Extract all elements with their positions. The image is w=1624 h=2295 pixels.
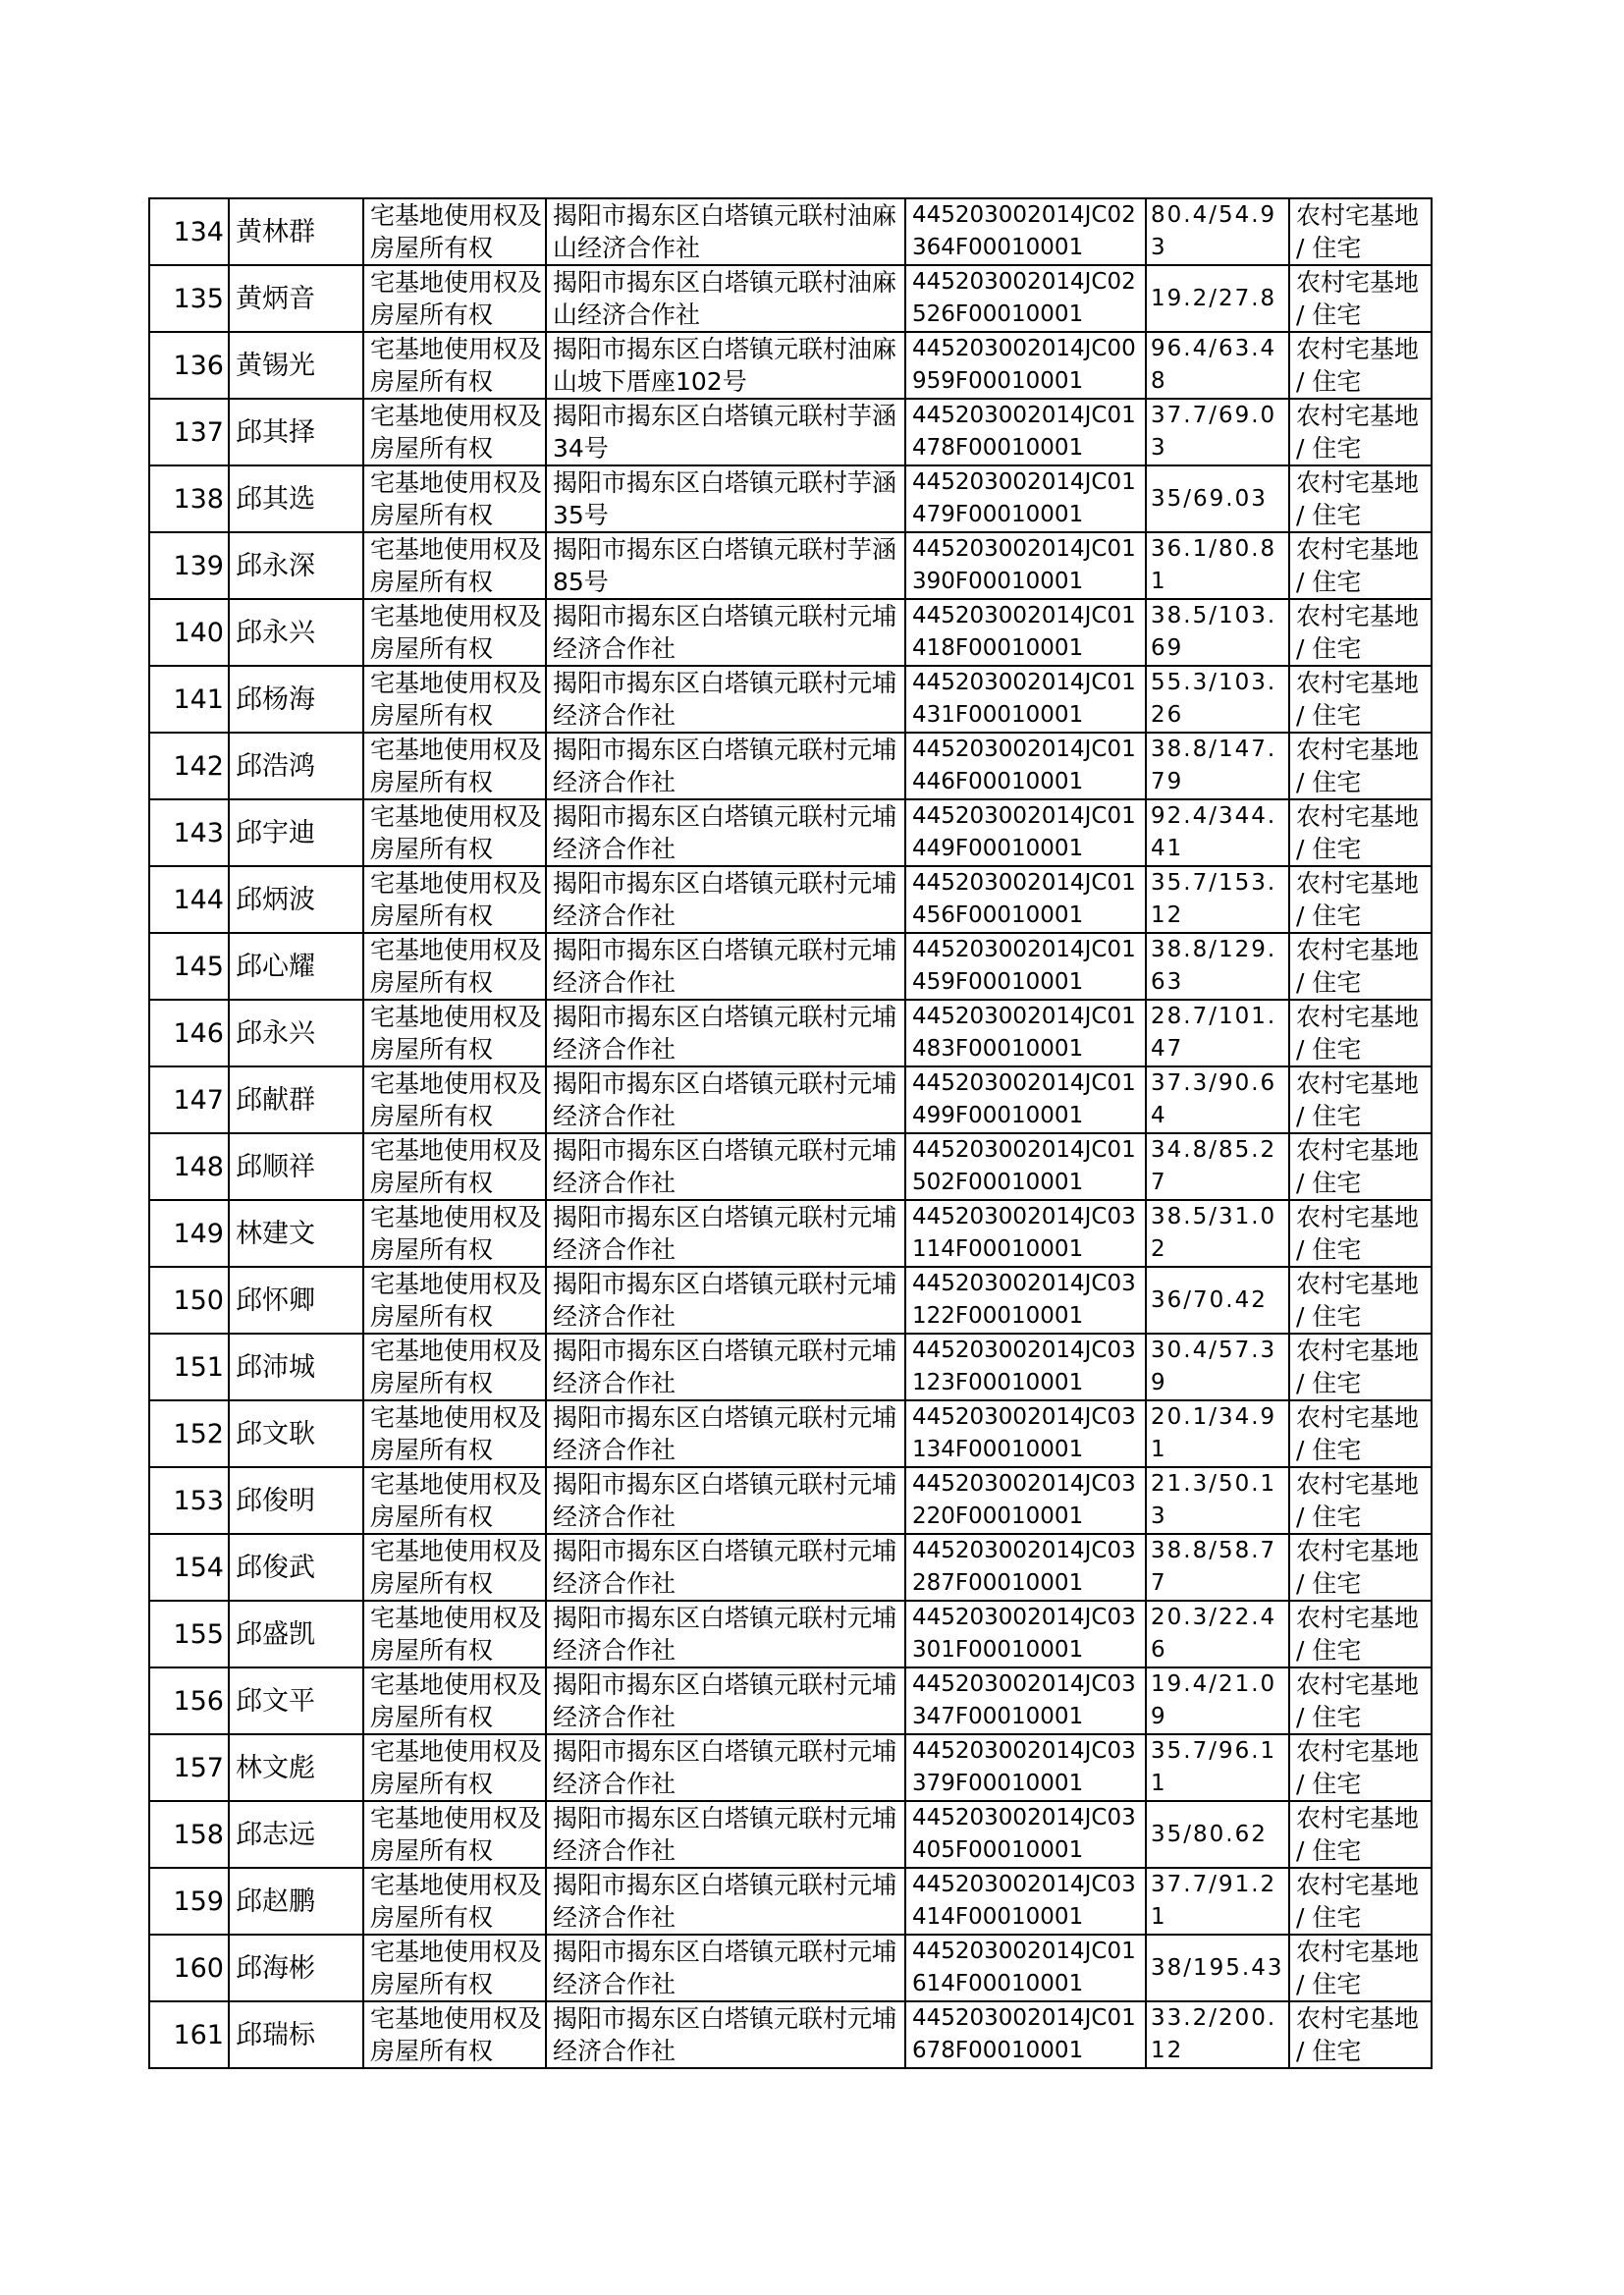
row-number-cell: 142 [149, 733, 229, 799]
land-use-cell: 农村宅基地 / 住宅 [1289, 1801, 1432, 1868]
unit-code-cell: 445203002014JC01459F00010001 [905, 933, 1146, 1000]
property-address-cell: 揭阳市揭东区白塔镇元联村元埔经济合作社 [546, 1267, 905, 1334]
unit-code-cell: 445203002014JC03414F00010001 [905, 1868, 1146, 1935]
table-row [149, 599, 1432, 666]
unit-code-cell: 445203002014JC03347F00010001 [905, 1667, 1146, 1734]
row-number-cell: 137 [149, 399, 229, 465]
property-address-cell: 揭阳市揭东区白塔镇元联村元埔经济合作社 [546, 1400, 905, 1467]
property-address-cell: 揭阳市揭东区白塔镇元联村芋涵35号 [546, 465, 905, 532]
table-row [149, 1133, 1432, 1200]
owner-name-cell: 黄林群 [229, 198, 363, 265]
right-type-cell: 宅基地使用权及房屋所有权 [363, 1334, 546, 1400]
area-value-cell: 38.8/129.63 [1146, 933, 1289, 1000]
owner-name-cell: 邱俊明 [229, 1467, 363, 1534]
land-use-cell: 农村宅基地 / 住宅 [1289, 1667, 1432, 1734]
table-row [149, 933, 1432, 1000]
property-address-cell: 揭阳市揭东区白塔镇元联村元埔经济合作社 [546, 799, 905, 866]
row-number-cell: 139 [149, 532, 229, 599]
table-row [149, 1066, 1432, 1133]
area-value-cell: 38/195.43 [1146, 1935, 1289, 2001]
row-number-cell: 153 [149, 1467, 229, 1534]
area-value-cell: 19.2/27.8 [1146, 265, 1289, 332]
row-number-cell: 156 [149, 1667, 229, 1734]
owner-name-cell: 邱宇迪 [229, 799, 363, 866]
owner-name-cell: 邱盛凯 [229, 1601, 363, 1667]
owner-name-cell: 邱顺祥 [229, 1133, 363, 1200]
property-address-cell: 揭阳市揭东区白塔镇元联村元埔经济合作社 [546, 1066, 905, 1133]
table-row [149, 1200, 1432, 1267]
right-type-cell: 宅基地使用权及房屋所有权 [363, 1467, 546, 1534]
unit-code-cell: 445203002014JC03301F00010001 [905, 1601, 1146, 1667]
owner-name-cell: 邱其择 [229, 399, 363, 465]
row-number-cell: 146 [149, 1000, 229, 1066]
table-row [149, 1801, 1432, 1868]
row-number-cell: 135 [149, 265, 229, 332]
unit-code-cell: 445203002014JC03379F00010001 [905, 1734, 1146, 1801]
owner-name-cell: 邱杨海 [229, 666, 363, 733]
property-address-cell: 揭阳市揭东区白塔镇元联村元埔经济合作社 [546, 1667, 905, 1734]
row-number-cell: 152 [149, 1400, 229, 1467]
owner-name-cell: 邱沛城 [229, 1334, 363, 1400]
owner-name-cell: 邱文耿 [229, 1400, 363, 1467]
land-use-cell: 农村宅基地 / 住宅 [1289, 1267, 1432, 1334]
table-row [149, 1467, 1432, 1534]
owner-name-cell: 邱献群 [229, 1066, 363, 1133]
area-value-cell: 30.4/57.39 [1146, 1334, 1289, 1400]
table-body [149, 198, 1432, 2068]
area-value-cell: 37.7/69.03 [1146, 399, 1289, 465]
area-value-cell: 96.4/63.48 [1146, 332, 1289, 399]
row-number-cell: 138 [149, 465, 229, 532]
unit-code-cell: 445203002014JC01614F00010001 [905, 1935, 1146, 2001]
owner-name-cell: 邱浩鸿 [229, 733, 363, 799]
right-type-cell: 宅基地使用权及房屋所有权 [363, 1868, 546, 1935]
right-type-cell: 宅基地使用权及房屋所有权 [363, 599, 546, 666]
row-number-cell: 147 [149, 1066, 229, 1133]
area-value-cell: 80.4/54.93 [1146, 198, 1289, 265]
row-number-cell: 151 [149, 1334, 229, 1400]
row-number-cell: 158 [149, 1801, 229, 1868]
row-number-cell: 134 [149, 198, 229, 265]
land-use-cell: 农村宅基地 / 住宅 [1289, 2001, 1432, 2068]
table-row [149, 799, 1432, 866]
unit-code-cell: 445203002014JC01390F00010001 [905, 532, 1146, 599]
right-type-cell: 宅基地使用权及房屋所有权 [363, 733, 546, 799]
table-row [149, 1601, 1432, 1667]
unit-code-cell: 445203002014JC01431F00010001 [905, 666, 1146, 733]
right-type-cell: 宅基地使用权及房屋所有权 [363, 1000, 546, 1066]
land-use-cell: 农村宅基地 / 住宅 [1289, 399, 1432, 465]
table-row [149, 2001, 1432, 2068]
row-number-cell: 136 [149, 332, 229, 399]
property-address-cell: 揭阳市揭东区白塔镇元联村元埔经济合作社 [546, 733, 905, 799]
right-type-cell: 宅基地使用权及房屋所有权 [363, 1267, 546, 1334]
owner-name-cell: 邱瑞标 [229, 2001, 363, 2068]
unit-code-cell: 445203002014JC01478F00010001 [905, 399, 1146, 465]
right-type-cell: 宅基地使用权及房屋所有权 [363, 198, 546, 265]
right-type-cell: 宅基地使用权及房屋所有权 [363, 332, 546, 399]
land-use-cell: 农村宅基地 / 住宅 [1289, 599, 1432, 666]
right-type-cell: 宅基地使用权及房屋所有权 [363, 1133, 546, 1200]
owner-name-cell: 邱赵鹏 [229, 1868, 363, 1935]
right-type-cell: 宅基地使用权及房屋所有权 [363, 933, 546, 1000]
owner-name-cell: 邱志远 [229, 1801, 363, 1868]
land-use-cell: 农村宅基地 / 住宅 [1289, 332, 1432, 399]
unit-code-cell: 445203002014JC03123F00010001 [905, 1334, 1146, 1400]
table-row [149, 465, 1432, 532]
row-number-cell: 161 [149, 2001, 229, 2068]
area-value-cell: 37.7/91.21 [1146, 1868, 1289, 1935]
right-type-cell: 宅基地使用权及房屋所有权 [363, 666, 546, 733]
land-use-cell: 农村宅基地 / 住宅 [1289, 1601, 1432, 1667]
table-row [149, 666, 1432, 733]
right-type-cell: 宅基地使用权及房屋所有权 [363, 1200, 546, 1267]
land-use-cell: 农村宅基地 / 住宅 [1289, 1935, 1432, 2001]
land-use-cell: 农村宅基地 / 住宅 [1289, 1200, 1432, 1267]
table-row [149, 198, 1432, 265]
land-use-cell: 农村宅基地 / 住宅 [1289, 265, 1432, 332]
row-number-cell: 150 [149, 1267, 229, 1334]
row-number-cell: 159 [149, 1868, 229, 1935]
table-row [149, 532, 1432, 599]
owner-name-cell: 黄锡光 [229, 332, 363, 399]
right-type-cell: 宅基地使用权及房屋所有权 [363, 2001, 546, 2068]
property-address-cell: 揭阳市揭东区白塔镇元联村元埔经济合作社 [546, 1133, 905, 1200]
owner-name-cell: 邱心耀 [229, 933, 363, 1000]
land-use-cell: 农村宅基地 / 住宅 [1289, 733, 1432, 799]
unit-code-cell: 445203002014JC01479F00010001 [905, 465, 1146, 532]
property-address-cell: 揭阳市揭东区白塔镇元联村元埔经济合作社 [546, 1467, 905, 1534]
right-type-cell: 宅基地使用权及房屋所有权 [363, 1935, 546, 2001]
right-type-cell: 宅基地使用权及房屋所有权 [363, 465, 546, 532]
area-value-cell: 37.3/90.64 [1146, 1066, 1289, 1133]
property-address-cell: 揭阳市揭东区白塔镇元联村元埔经济合作社 [546, 1601, 905, 1667]
right-type-cell: 宅基地使用权及房屋所有权 [363, 1667, 546, 1734]
unit-code-cell: 445203002014JC01456F00010001 [905, 866, 1146, 933]
area-value-cell: 38.5/103.69 [1146, 599, 1289, 666]
unit-code-cell: 445203002014JC03287F00010001 [905, 1534, 1146, 1601]
land-use-cell: 农村宅基地 / 住宅 [1289, 1400, 1432, 1467]
table-row [149, 265, 1432, 332]
right-type-cell: 宅基地使用权及房屋所有权 [363, 1400, 546, 1467]
owner-name-cell: 邱怀卿 [229, 1267, 363, 1334]
row-number-cell: 154 [149, 1534, 229, 1601]
land-use-cell: 农村宅基地 / 住宅 [1289, 1734, 1432, 1801]
row-number-cell: 141 [149, 666, 229, 733]
right-type-cell: 宅基地使用权及房屋所有权 [363, 866, 546, 933]
property-address-cell: 揭阳市揭东区白塔镇元联村芋涵85号 [546, 532, 905, 599]
unit-code-cell: 445203002014JC03405F00010001 [905, 1801, 1146, 1868]
right-type-cell: 宅基地使用权及房屋所有权 [363, 1534, 546, 1601]
area-value-cell: 20.1/34.91 [1146, 1400, 1289, 1467]
owner-name-cell: 邱永兴 [229, 1000, 363, 1066]
owner-name-cell: 邱海彬 [229, 1935, 363, 2001]
area-value-cell: 38.5/31.02 [1146, 1200, 1289, 1267]
table-row [149, 332, 1432, 399]
table-row [149, 1935, 1432, 2001]
right-type-cell: 宅基地使用权及房屋所有权 [363, 1734, 546, 1801]
right-type-cell: 宅基地使用权及房屋所有权 [363, 799, 546, 866]
table-row [149, 399, 1432, 465]
owner-name-cell: 邱炳波 [229, 866, 363, 933]
property-address-cell: 揭阳市揭东区白塔镇元联村元埔经济合作社 [546, 2001, 905, 2068]
table-row [149, 1667, 1432, 1734]
land-use-cell: 农村宅基地 / 住宅 [1289, 666, 1432, 733]
property-address-cell: 揭阳市揭东区白塔镇元联村元埔经济合作社 [546, 1200, 905, 1267]
right-type-cell: 宅基地使用权及房屋所有权 [363, 399, 546, 465]
area-value-cell: 19.4/21.09 [1146, 1667, 1289, 1734]
right-type-cell: 宅基地使用权及房屋所有权 [363, 1066, 546, 1133]
property-address-cell: 揭阳市揭东区白塔镇元联村油麻山经济合作社 [546, 265, 905, 332]
owner-name-cell: 邱俊武 [229, 1534, 363, 1601]
property-address-cell: 揭阳市揭东区白塔镇元联村元埔经济合作社 [546, 1868, 905, 1935]
table-row [149, 1267, 1432, 1334]
row-number-cell: 155 [149, 1601, 229, 1667]
property-address-cell: 揭阳市揭东区白塔镇元联村元埔经济合作社 [546, 933, 905, 1000]
row-number-cell: 140 [149, 599, 229, 666]
area-value-cell: 35.7/96.11 [1146, 1734, 1289, 1801]
unit-code-cell: 445203002014JC01678F00010001 [905, 2001, 1146, 2068]
unit-code-cell: 445203002014JC02364F00010001 [905, 198, 1146, 265]
land-use-cell: 农村宅基地 / 住宅 [1289, 198, 1432, 265]
property-address-cell: 揭阳市揭东区白塔镇元联村元埔经济合作社 [546, 866, 905, 933]
table-row [149, 1734, 1432, 1801]
table-row [149, 733, 1432, 799]
area-value-cell: 36/70.42 [1146, 1267, 1289, 1334]
property-address-cell: 揭阳市揭东区白塔镇元联村元埔经济合作社 [546, 1334, 905, 1400]
owner-name-cell: 林文彪 [229, 1734, 363, 1801]
area-value-cell: 35/80.62 [1146, 1801, 1289, 1868]
right-type-cell: 宅基地使用权及房屋所有权 [363, 265, 546, 332]
unit-code-cell: 445203002014JC00959F00010001 [905, 332, 1146, 399]
table-row [149, 866, 1432, 933]
row-number-cell: 149 [149, 1200, 229, 1267]
area-value-cell: 36.1/80.81 [1146, 532, 1289, 599]
land-use-cell: 农村宅基地 / 住宅 [1289, 1133, 1432, 1200]
row-number-cell: 160 [149, 1935, 229, 2001]
land-use-cell: 农村宅基地 / 住宅 [1289, 1000, 1432, 1066]
unit-code-cell: 445203002014JC03114F00010001 [905, 1200, 1146, 1267]
unit-code-cell: 445203002014JC01446F00010001 [905, 733, 1146, 799]
land-use-cell: 农村宅基地 / 住宅 [1289, 1066, 1432, 1133]
area-value-cell: 33.2/200.12 [1146, 2001, 1289, 2068]
property-address-cell: 揭阳市揭东区白塔镇元联村元埔经济合作社 [546, 1534, 905, 1601]
property-registry-table [148, 197, 1433, 2069]
unit-code-cell: 445203002014JC03134F00010001 [905, 1400, 1146, 1467]
property-address-cell: 揭阳市揭东区白塔镇元联村元埔经济合作社 [546, 1935, 905, 2001]
property-address-cell: 揭阳市揭东区白塔镇元联村元埔经济合作社 [546, 1801, 905, 1868]
unit-code-cell: 445203002014JC02526F00010001 [905, 265, 1146, 332]
owner-name-cell: 黄炳音 [229, 265, 363, 332]
right-type-cell: 宅基地使用权及房屋所有权 [363, 532, 546, 599]
owner-name-cell: 邱永深 [229, 532, 363, 599]
property-address-cell: 揭阳市揭东区白塔镇元联村元埔经济合作社 [546, 666, 905, 733]
right-type-cell: 宅基地使用权及房屋所有权 [363, 1601, 546, 1667]
row-number-cell: 145 [149, 933, 229, 1000]
owner-name-cell: 邱文平 [229, 1667, 363, 1734]
owner-name-cell: 邱其选 [229, 465, 363, 532]
area-value-cell: 55.3/103.26 [1146, 666, 1289, 733]
area-value-cell: 35.7/153.12 [1146, 866, 1289, 933]
land-use-cell: 农村宅基地 / 住宅 [1289, 1534, 1432, 1601]
area-value-cell: 28.7/101.47 [1146, 1000, 1289, 1066]
property-address-cell: 揭阳市揭东区白塔镇元联村元埔经济合作社 [546, 1000, 905, 1066]
land-use-cell: 农村宅基地 / 住宅 [1289, 799, 1432, 866]
land-use-cell: 农村宅基地 / 住宅 [1289, 866, 1432, 933]
area-value-cell: 92.4/344.41 [1146, 799, 1289, 866]
table-row [149, 1534, 1432, 1601]
land-use-cell: 农村宅基地 / 住宅 [1289, 465, 1432, 532]
unit-code-cell: 445203002014JC01483F00010001 [905, 1000, 1146, 1066]
unit-code-cell: 445203002014JC03220F00010001 [905, 1467, 1146, 1534]
property-address-cell: 揭阳市揭东区白塔镇元联村油麻山坡下厝座102号 [546, 332, 905, 399]
property-address-cell: 揭阳市揭东区白塔镇元联村元埔经济合作社 [546, 1734, 905, 1801]
unit-code-cell: 445203002014JC01449F00010001 [905, 799, 1146, 866]
land-use-cell: 农村宅基地 / 住宅 [1289, 933, 1432, 1000]
row-number-cell: 144 [149, 866, 229, 933]
area-value-cell: 20.3/22.46 [1146, 1601, 1289, 1667]
area-value-cell: 21.3/50.13 [1146, 1467, 1289, 1534]
table-row [149, 1000, 1432, 1066]
unit-code-cell: 445203002014JC03122F00010001 [905, 1267, 1146, 1334]
property-address-cell: 揭阳市揭东区白塔镇元联村芋涵34号 [546, 399, 905, 465]
row-number-cell: 143 [149, 799, 229, 866]
table-row [149, 1334, 1432, 1400]
row-number-cell: 148 [149, 1133, 229, 1200]
unit-code-cell: 445203002014JC01499F00010001 [905, 1066, 1146, 1133]
area-value-cell: 38.8/147.79 [1146, 733, 1289, 799]
area-value-cell: 38.8/58.77 [1146, 1534, 1289, 1601]
area-value-cell: 34.8/85.27 [1146, 1133, 1289, 1200]
owner-name-cell: 邱永兴 [229, 599, 363, 666]
right-type-cell: 宅基地使用权及房屋所有权 [363, 1801, 546, 1868]
land-use-cell: 农村宅基地 / 住宅 [1289, 532, 1432, 599]
property-address-cell: 揭阳市揭东区白塔镇元联村油麻山经济合作社 [546, 198, 905, 265]
unit-code-cell: 445203002014JC01418F00010001 [905, 599, 1146, 666]
unit-code-cell: 445203002014JC01502F00010001 [905, 1133, 1146, 1200]
owner-name-cell: 林建文 [229, 1200, 363, 1267]
table-row [149, 1868, 1432, 1935]
area-value-cell: 35/69.03 [1146, 465, 1289, 532]
row-number-cell: 157 [149, 1734, 229, 1801]
land-use-cell: 农村宅基地 / 住宅 [1289, 1334, 1432, 1400]
table-row [149, 1400, 1432, 1467]
land-use-cell: 农村宅基地 / 住宅 [1289, 1467, 1432, 1534]
land-use-cell: 农村宅基地 / 住宅 [1289, 1868, 1432, 1935]
property-address-cell: 揭阳市揭东区白塔镇元联村元埔经济合作社 [546, 599, 905, 666]
